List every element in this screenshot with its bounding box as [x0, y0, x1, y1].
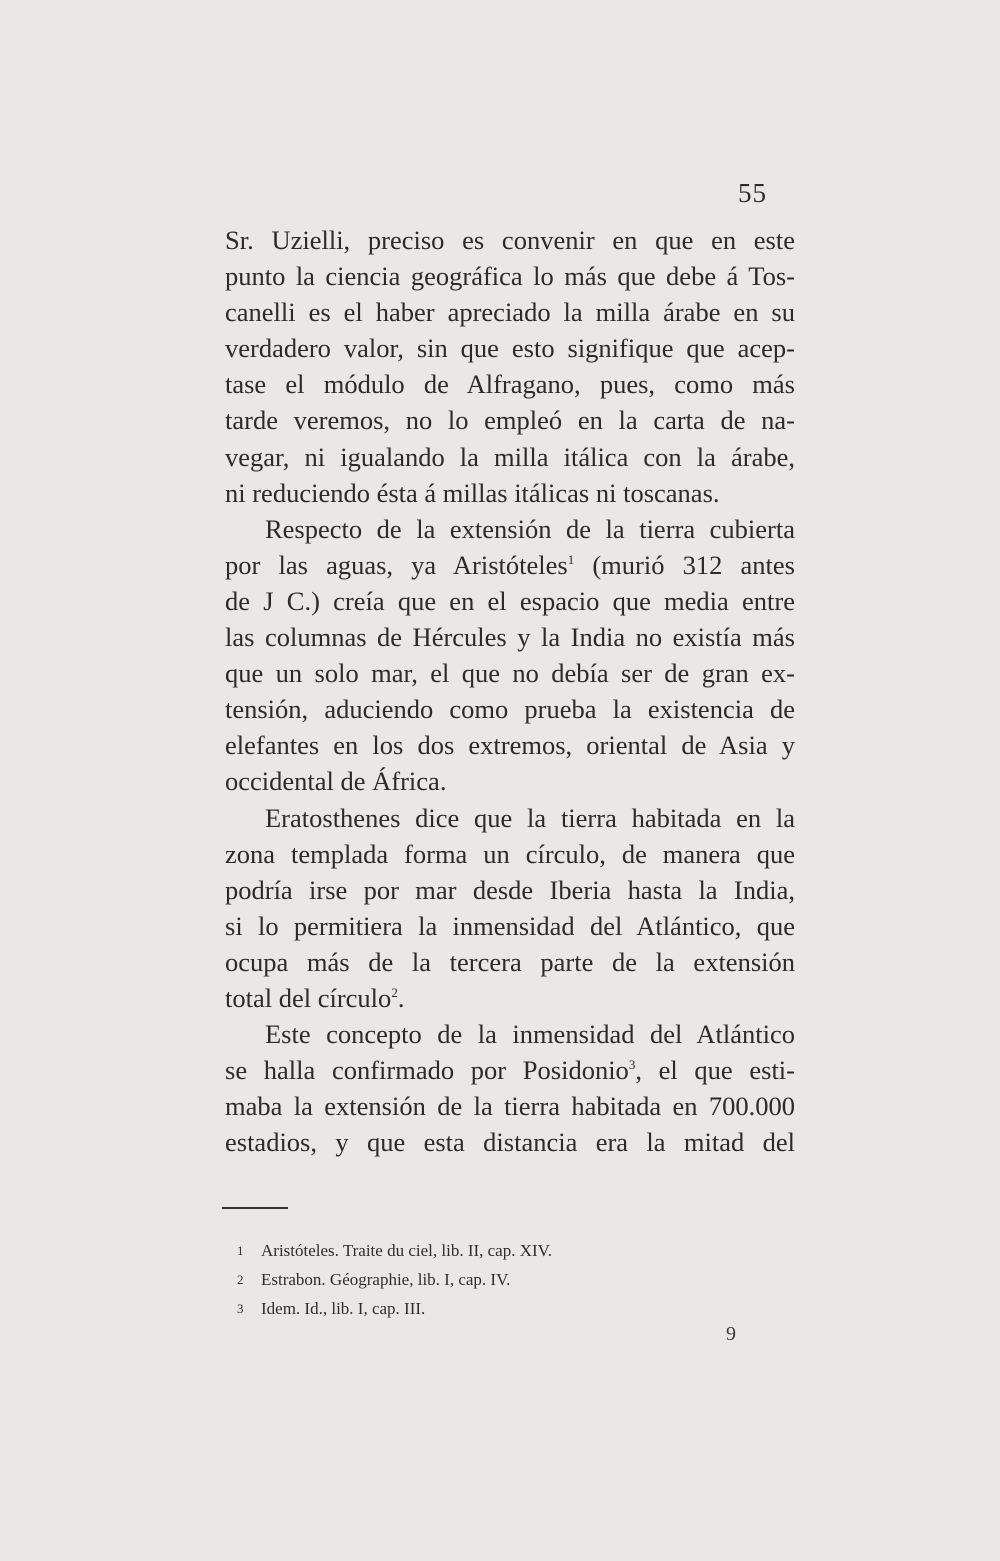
text-line: elefantes en los dos extremos, oriental de Asia y	[225, 730, 795, 761]
text-line: verdadero valor, sin que esto signifique que acep-	[225, 333, 795, 364]
text-line: maba la extensión de la tierra habitada en 700.000	[225, 1091, 795, 1122]
text-line: Este concepto de la inmensidad del Atlántico	[265, 1019, 795, 1050]
line-text-after: (murió 312 antes	[574, 549, 795, 580]
footnote-text: Aristóteles. Traite du ciel, lib. II, cap. XIV.	[261, 1241, 553, 1260]
text-line: vegar, ni igualando la milla itálica con la árabe,	[225, 441, 795, 472]
footnote-ref: 1	[567, 551, 575, 567]
text-line: estadios, y que esta distancia era la mitad del	[225, 1127, 795, 1158]
line-text: se halla confirmado por Posidonio	[225, 1055, 629, 1086]
footnote-mark: 2	[237, 1272, 244, 1287]
footnotes	[237, 1236, 552, 1323]
text-line: podría irse por mar desde Iberia hasta la India,	[225, 874, 795, 905]
footnote	[237, 1236, 552, 1265]
text-line	[225, 547, 795, 583]
text-line	[225, 1052, 795, 1088]
body-text	[225, 222, 795, 1160]
text-line: de J C.) creía que en el espacio que media entre	[225, 585, 795, 616]
text-line: Respecto de la extensión de la tierra cubierta	[265, 513, 795, 544]
text-line: Eratosthenes dice que la tierra habitada en la	[265, 802, 795, 833]
footnote-mark: 3	[237, 1301, 244, 1316]
text-line: si lo permitiera la inmensidad del Atlántico, que	[225, 910, 795, 941]
page-number: 55	[738, 178, 767, 208]
text-line: punto la ciencia geográfica lo más que debe á Tos-	[225, 261, 795, 292]
text-line: las columnas de Hércules y la India no existía más	[225, 622, 795, 653]
text-line: Sr. Uzielli, preciso es convenir en que en este	[225, 225, 795, 255]
text-line: zona templada forma un círculo, de manera que	[225, 838, 795, 869]
text-line: canelli es el haber apreciado la milla árabe en su	[225, 297, 795, 328]
text-line: que un solo mar, el que no debía ser de gran ex-	[225, 658, 795, 689]
footnote-ref: 2	[391, 984, 398, 1000]
line-text-after: , el que esti-	[635, 1055, 795, 1086]
text-line: occidental de África.	[225, 766, 447, 797]
text-line: tarde veremos, no lo empleó en la carta de na-	[225, 405, 795, 436]
line-text-after: .	[397, 982, 405, 1013]
line-text: total del círculo	[225, 982, 392, 1013]
text-line: ocupa más de la tercera parte de la extensión	[225, 946, 795, 977]
signature-mark: 9	[726, 1323, 736, 1345]
footnote-text: Idem. Id., lib. I, cap. III.	[261, 1299, 426, 1318]
footnote-text: Estrabon. Géographie, lib. I, cap. IV.	[261, 1270, 511, 1289]
footnote	[237, 1294, 552, 1323]
text-line	[225, 980, 795, 1016]
footnote-divider	[222, 1207, 288, 1209]
text-line: ni reduciendo ésta á millas itálicas ni toscanas.	[225, 477, 720, 508]
footnote-mark: 1	[237, 1243, 244, 1258]
line-text: por las aguas, ya Aristóteles	[225, 549, 568, 580]
text-line: tensión, aduciendo como prueba la existencia de	[225, 694, 795, 725]
text-line: tase el módulo de Alfragano, pues, como más	[225, 369, 795, 400]
footnote	[237, 1265, 552, 1294]
footnote-ref: 3	[628, 1057, 636, 1073]
